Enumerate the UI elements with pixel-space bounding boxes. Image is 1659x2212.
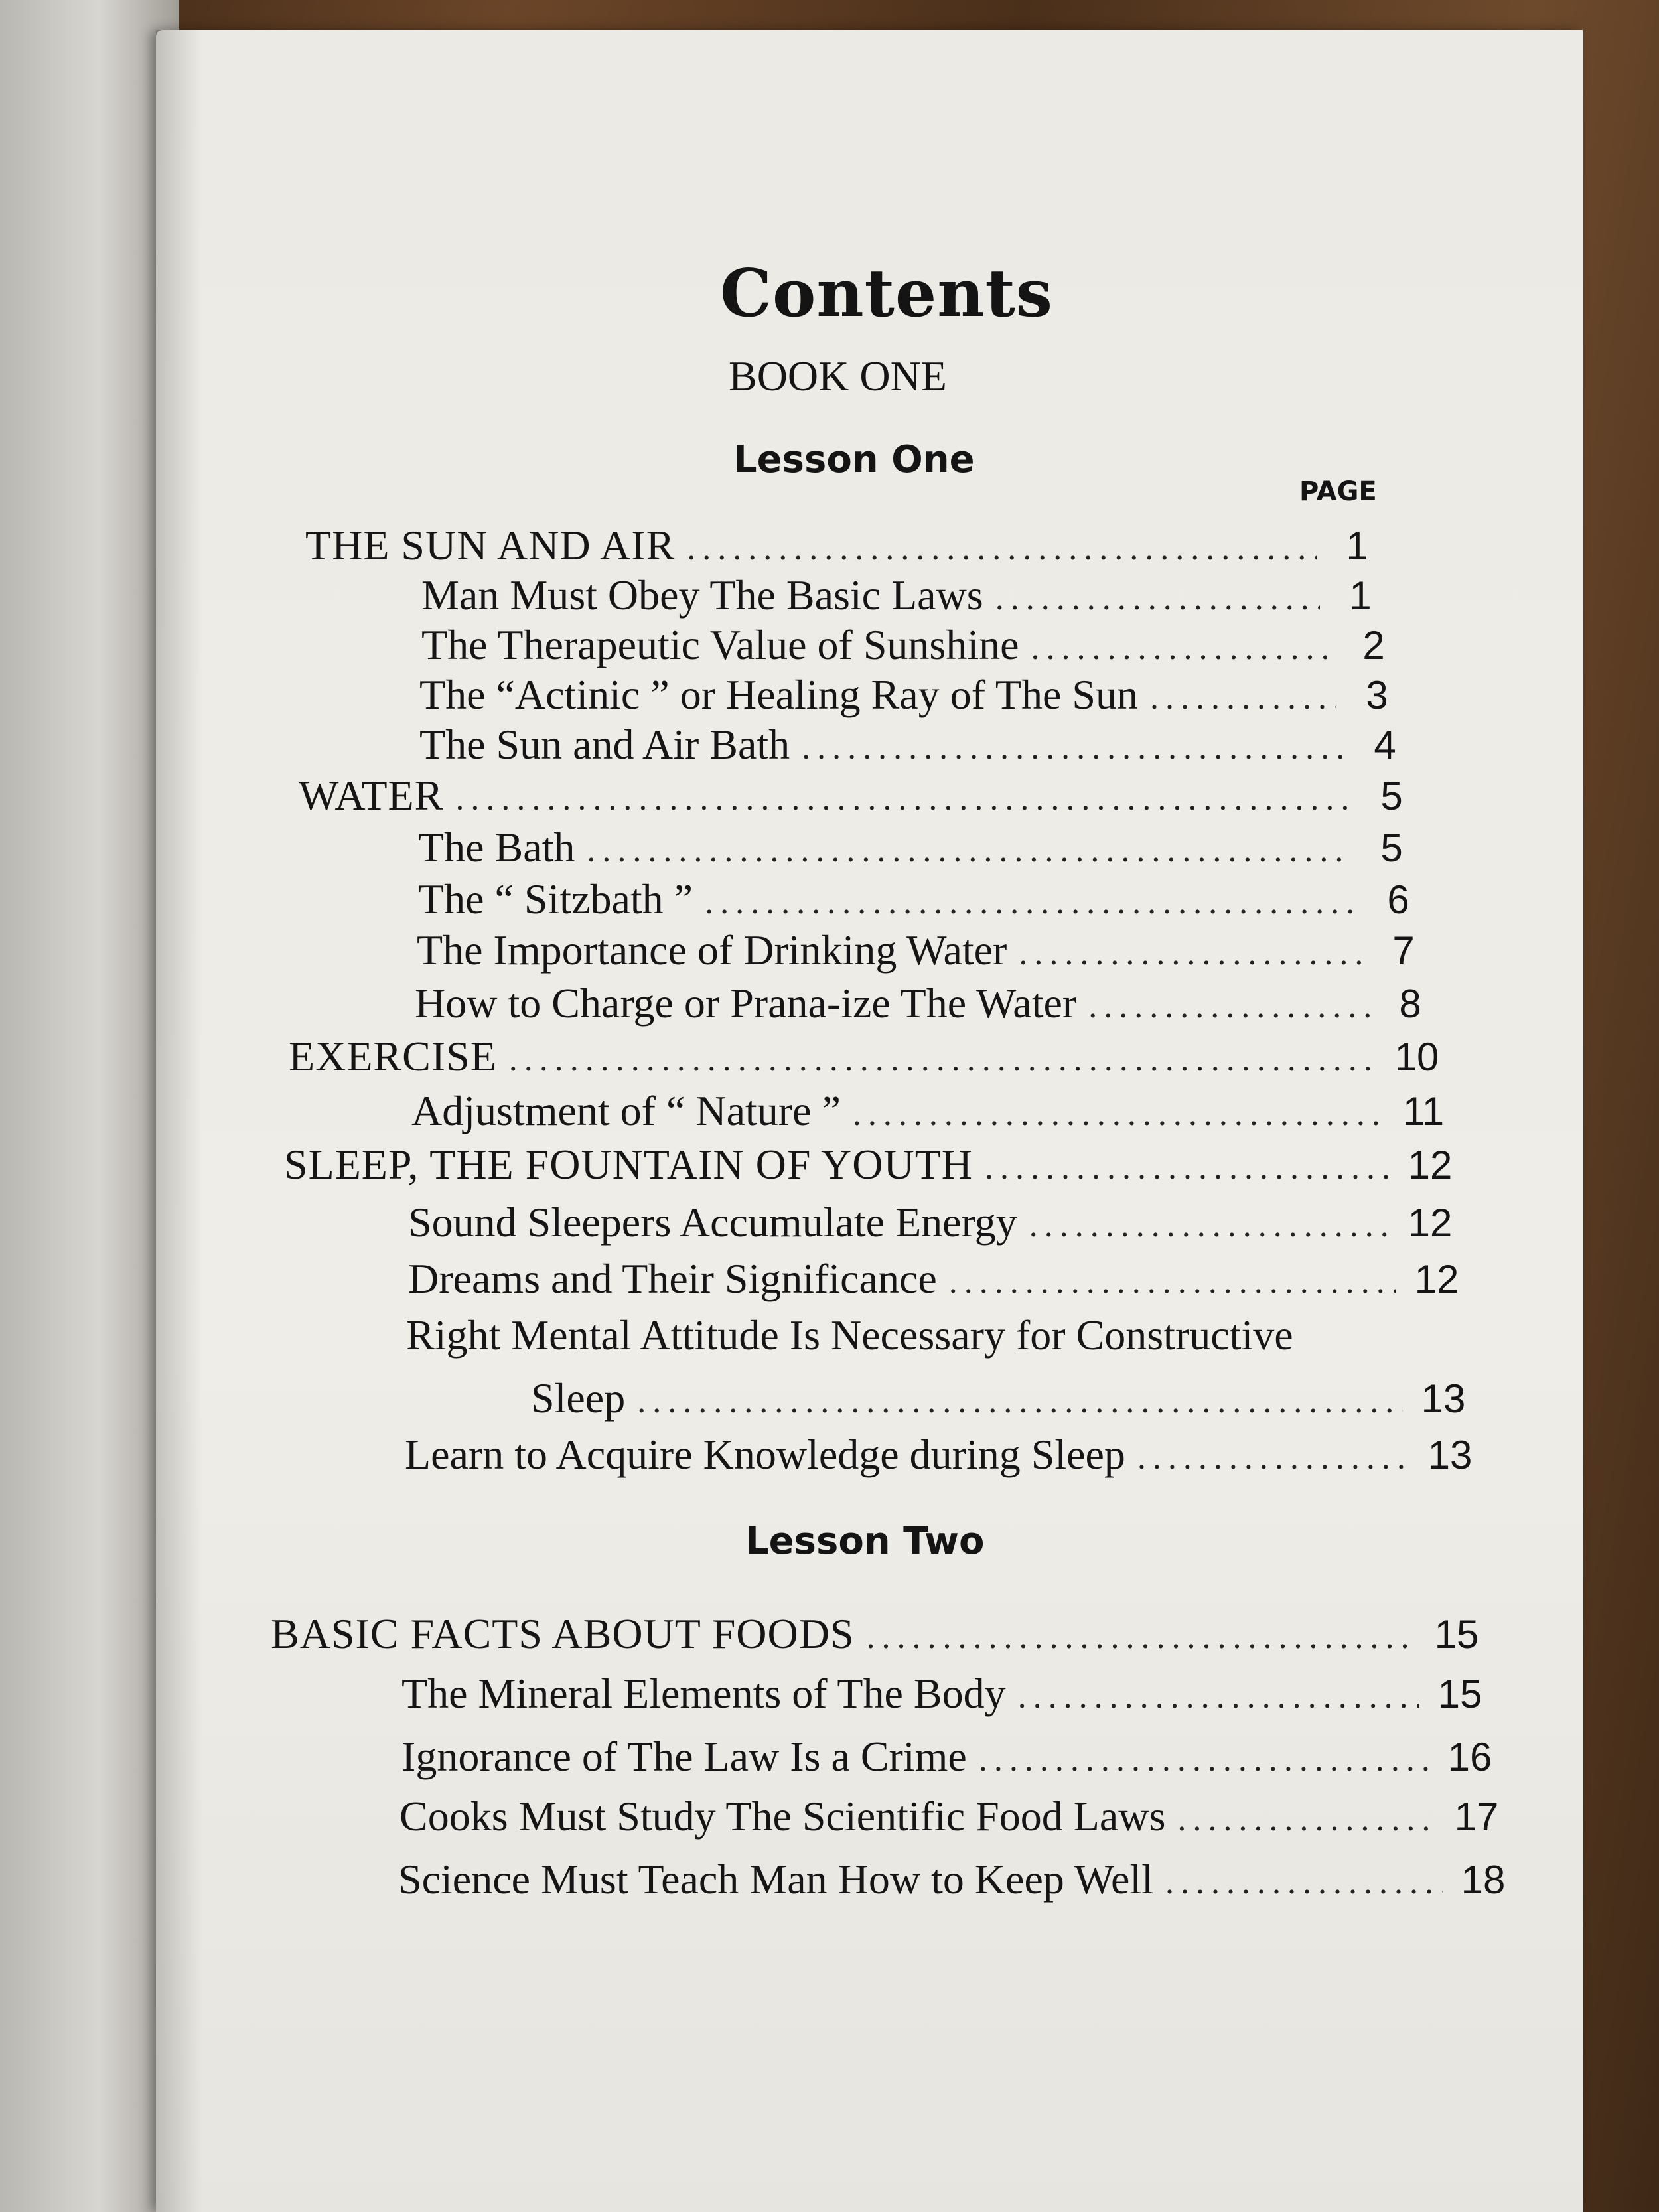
lesson-two-heading: Lesson Two <box>745 1520 985 1563</box>
toc-entry-label: The Therapeutic Value of Sunshine <box>421 621 1019 668</box>
dot-leader <box>705 883 1358 922</box>
toc-entry <box>418 875 1428 924</box>
toc-entry-label: EXERCISE <box>289 1033 497 1080</box>
facing-page-edge <box>0 0 179 2212</box>
contents-title: Contents <box>720 256 1053 332</box>
toc-entry-label: SLEEP, THE FOUNTAIN OF YOUTH <box>284 1141 973 1188</box>
lesson-one-heading: Lesson One <box>733 438 975 481</box>
page-column-label: PAGE <box>1299 477 1377 507</box>
toc-entry-label: The Importance of Drinking Water <box>417 926 1007 974</box>
dot-leader <box>949 1262 1396 1301</box>
toc-entry <box>401 1669 1490 1718</box>
dot-leader <box>1031 628 1334 668</box>
toc-entry-page: 2 <box>1362 623 1385 668</box>
toc-entry-page: 5 <box>1380 826 1403 870</box>
toc-entry-page: 8 <box>1399 982 1421 1026</box>
dot-leader <box>1165 1863 1443 1902</box>
toc-entry-label: Cooks Must Study The Scientific Food Laws <box>399 1793 1166 1840</box>
toc-entry-label: Ignorance of The Law Is a Crime <box>401 1733 967 1780</box>
toc-entry-page: 4 <box>1374 723 1396 767</box>
toc-entry-page: 13 <box>1421 1376 1466 1421</box>
toc-entry-page: 17 <box>1454 1795 1499 1839</box>
dot-leader <box>455 779 1351 818</box>
toc-entry-page: 15 <box>1437 1672 1482 1716</box>
toc-entry-label: The “Actinic ” or Healing Ray of The Sun <box>419 671 1138 718</box>
toc-entry-page: 13 <box>1427 1433 1473 1477</box>
dot-leader <box>995 579 1320 618</box>
toc-entry-label: The Bath <box>418 824 575 871</box>
toc-entry <box>299 771 1421 820</box>
dot-leader <box>1177 1800 1436 1839</box>
dot-leader <box>979 1740 1429 1779</box>
toc-entry-label: Dreams and Their Significance <box>408 1255 937 1302</box>
dot-leader <box>1088 987 1370 1026</box>
toc-entry <box>531 1374 1473 1423</box>
dot-leader <box>1150 678 1336 717</box>
dot-leader <box>802 728 1344 767</box>
toc-entry-label: Learn to Acquire Knowledge during Sleep <box>405 1431 1125 1478</box>
dot-leader <box>1029 1206 1390 1245</box>
dot-leader <box>1137 1438 1409 1477</box>
dot-leader <box>1018 1677 1419 1716</box>
toc-entry <box>421 571 1390 620</box>
toc-entry-page: 3 <box>1366 673 1388 717</box>
toc-entry <box>271 1609 1486 1659</box>
toc-entry <box>418 823 1421 872</box>
toc-entry <box>421 621 1404 670</box>
toc-entry-page: 15 <box>1434 1612 1479 1657</box>
toc-entry <box>415 979 1440 1028</box>
toc-entry <box>408 1198 1460 1247</box>
toc-entry <box>401 1732 1500 1781</box>
toc-entry <box>419 720 1415 769</box>
dot-leader <box>853 1094 1383 1134</box>
toc-entry-label: How to Charge or Prana-ize The Water <box>415 980 1077 1027</box>
toc-entry-label: Adjustment of “ Nature ” <box>411 1087 841 1134</box>
toc-entry-page: 11 <box>1402 1089 1445 1134</box>
dot-leader <box>587 831 1351 870</box>
toc-entry-label: Sleep <box>531 1374 626 1422</box>
toc-entry-label: The Sun and Air Bath <box>419 721 790 768</box>
dot-leader <box>509 1040 1376 1079</box>
toc-entry-page: 16 <box>1447 1735 1492 1779</box>
toc-entry-label: WATER <box>299 772 444 819</box>
toc-entry-page: 12 <box>1407 1201 1453 1245</box>
toc-entry-page: 7 <box>1392 928 1415 973</box>
page-gutter-shadow <box>156 30 202 2212</box>
toc-entry <box>419 670 1407 719</box>
toc-entry <box>398 1855 1513 1904</box>
dot-leader <box>687 529 1317 568</box>
toc-entry-page: 12 <box>1407 1143 1453 1187</box>
toc-entry-page: 1 <box>1349 573 1372 618</box>
toc-entry <box>405 1430 1480 1479</box>
toc-entry-page: 6 <box>1387 877 1409 922</box>
toc-entry-continued <box>406 1311 1375 1360</box>
toc-entry-label: Science Must Teach Man How to Keep Well <box>398 1856 1153 1903</box>
toc-entry-page: 10 <box>1394 1035 1439 1079</box>
toc-entry-label: THE SUN AND AIR <box>305 522 676 569</box>
toc-entry-page: 5 <box>1380 774 1403 818</box>
book-heading: BOOK ONE <box>729 352 947 400</box>
toc-entry-page: 18 <box>1461 1858 1506 1902</box>
toc-entry-label: BASIC FACTS ABOUT FOODS <box>271 1610 855 1657</box>
toc-entry <box>305 521 1387 570</box>
toc-entry-label: Man Must Obey The Basic Laws <box>421 571 983 619</box>
toc-entry-label: Sound Sleepers Accumulate Energy <box>408 1199 1017 1246</box>
toc-entry-label: Right Mental Attitude Is Necessary for Constructive <box>406 1311 1293 1359</box>
toc-entry-page: 12 <box>1414 1257 1459 1301</box>
toc-entry-label: The Mineral Elements of The Body <box>401 1670 1006 1717</box>
dot-leader <box>867 1617 1416 1657</box>
toc-entry <box>408 1254 1467 1303</box>
toc-entry <box>284 1140 1460 1189</box>
dot-leader <box>1019 934 1363 973</box>
toc-entry <box>411 1086 1453 1136</box>
toc-entry-label: The “ Sitzbath ” <box>418 875 693 922</box>
toc-entry <box>417 926 1433 975</box>
toc-entry <box>289 1032 1447 1081</box>
dot-leader <box>637 1382 1403 1421</box>
toc-entry-page: 1 <box>1346 524 1368 568</box>
toc-entry <box>399 1792 1506 1841</box>
dot-leader <box>985 1148 1390 1187</box>
